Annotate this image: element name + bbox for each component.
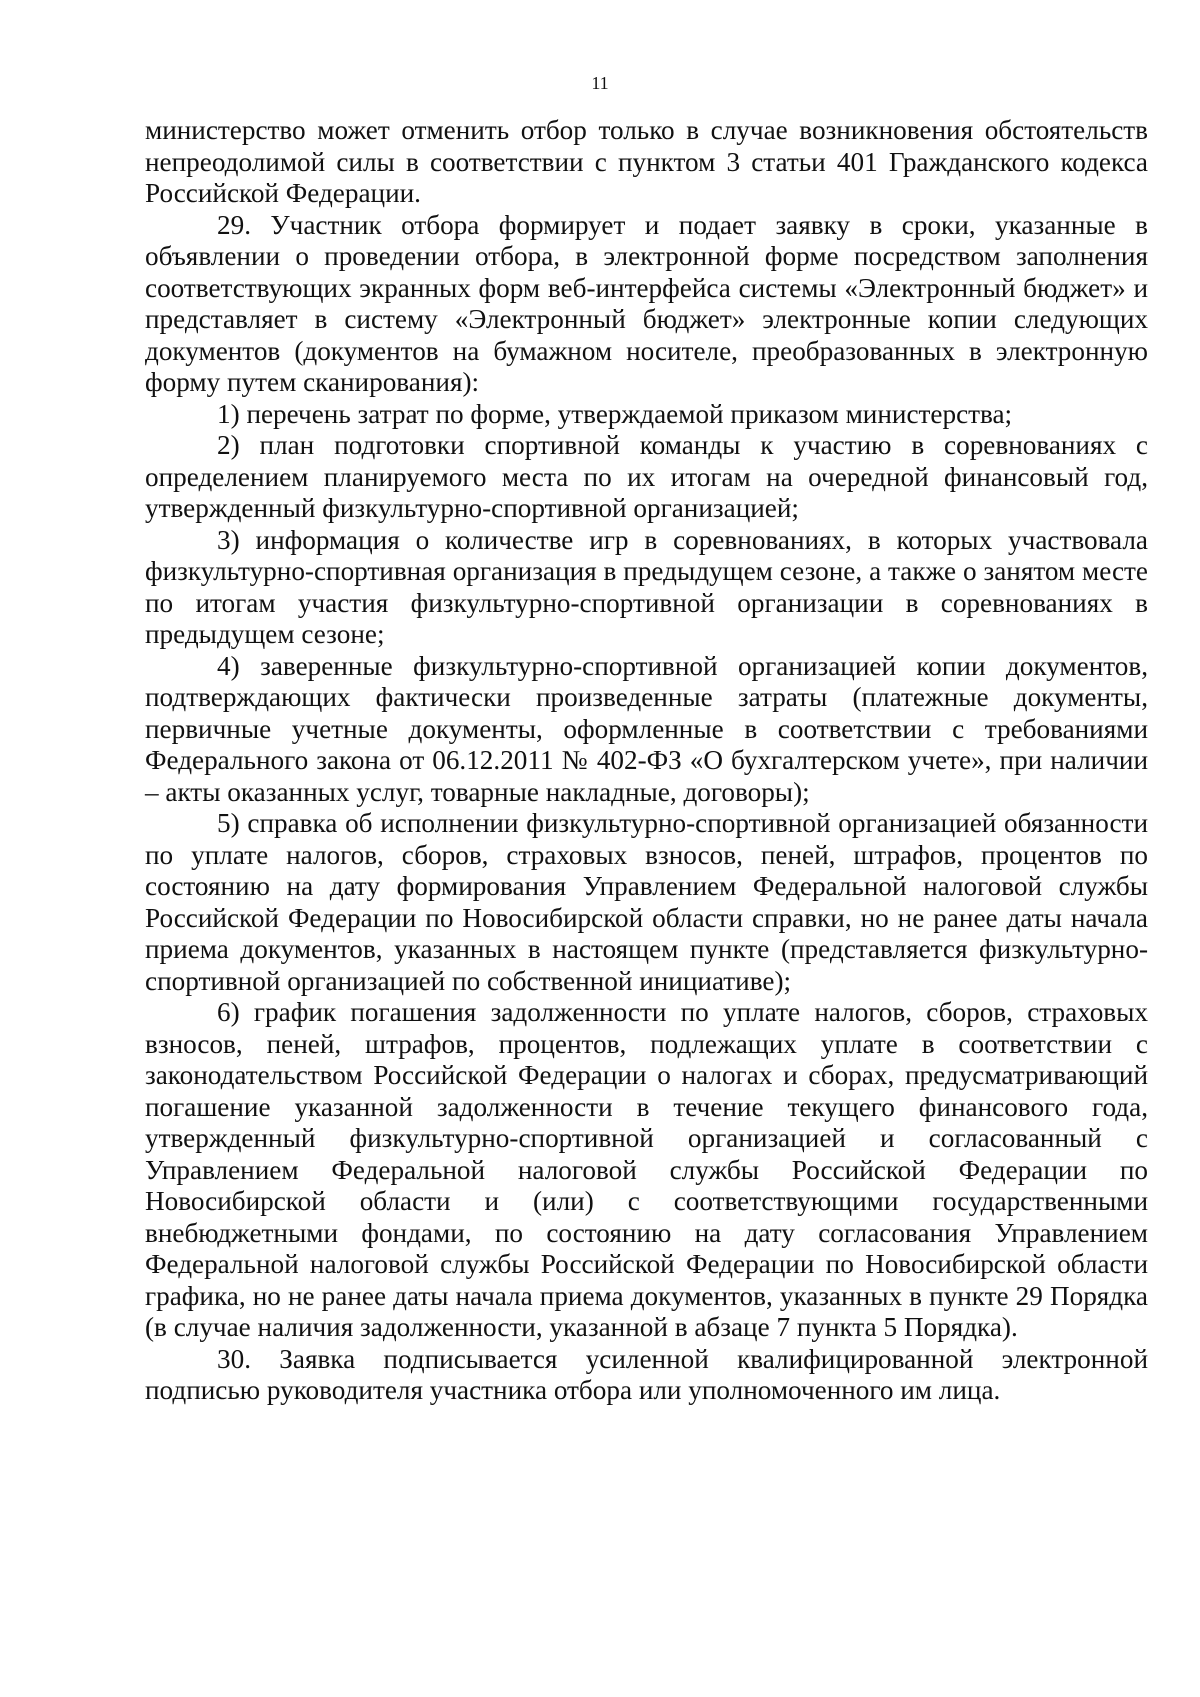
list-item-5: 5) справка об исполнении физкультурно-спортивной организацией обязанности по уплате налогов, сборов, страховых взносов, пеней, штрафов, процентов по состоянию на дату формирования Управлением Федеральной налоговой службы Российской Федерации по Новосибирской области справки, но не ранее даты начала приема документов, указанных в настоящем пункте (представляется физкультурно-спортивной организацией по собственной инициативе); — [145, 808, 1148, 996]
document-body — [145, 115, 1148, 1407]
paragraph-clause-29: 29. Участник отбора формирует и подает заявку в сроки, указанные в объявлении о проведении отбора, в электронной форме посредством заполнения соответствующих экранных форм веб-интерфейса системы «Электронный бюджет» и представляет в систему «Электронный бюджет» электронные копии следующих документов (документов на бумажном носителе, преобразованных в электронную форму путем сканирования): — [145, 209, 1148, 397]
list-item-4: 4) заверенные физкультурно-спортивной организацией копии документов, подтверждающих фактически произведенные затраты (платежные документы, первичные учетные документы, оформленные в соответствии с требованиями Федерального закона от 06.12.2011 № 402-ФЗ «О бухгалтерском учете», при наличии – акты оказанных услуг, товарные накладные, договоры); — [145, 650, 1148, 807]
list-item-3: 3) информация о количестве игр в соревнованиях, в которых участвовала физкультурно-спортивная организация в предыдущем сезоне, а также о занятом месте по итогам участия физкультурно-спортивной организации в соревнованиях в предыдущем сезоне; — [145, 524, 1148, 649]
list-item-1: 1) перечень затрат по форме, утверждаемой приказом министерства; — [217, 398, 1013, 429]
paragraph-continuation: министерство может отменить отбор только в случае возникновения обстоятельств непреодолимой силы в соответствии с пунктом 3 статьи 401 Гражданского кодекса Российской Федерации. — [145, 115, 1148, 208]
list-item-2: 2) план подготовки спортивной команды к участию в соревнованиях с определением планируемого места по их итогам на очередной финансовый год, утвержденный физкультурно-спортивной организацией; — [145, 430, 1148, 523]
paragraph-clause-30: 30. Заявка подписывается усиленной квалифицированной электронной подписью руководителя участника отбора или уполномоченного им лица. — [145, 1343, 1148, 1405]
page-number: 11 — [591, 73, 609, 93]
list-item-6: 6) график погашения задолженности по уплате налогов, сборов, страховых взносов, пеней, штрафов, процентов, подлежащих уплате в соответствии с законодательством Российской Федерации о налогах и сборах, предусматривающий погашение указанной задолженности в течение текущего финансового года, утвержденный физкультурно-спортивной организацией и согласованный с Управлением Федеральной налоговой службы Российской Федерации по Новосибирской области и (или) с соответствующими государственными внебюджетными фондами, по состоянию на дату согласования Управлением Федеральной налоговой службы Российской Федерации по Новосибирской области графика, но не ранее даты начала приема документов, указанных в пункте 29 Порядка (в случае наличия задолженности, указанной в абзаце 7 пункта 5 Порядка). — [145, 997, 1148, 1342]
